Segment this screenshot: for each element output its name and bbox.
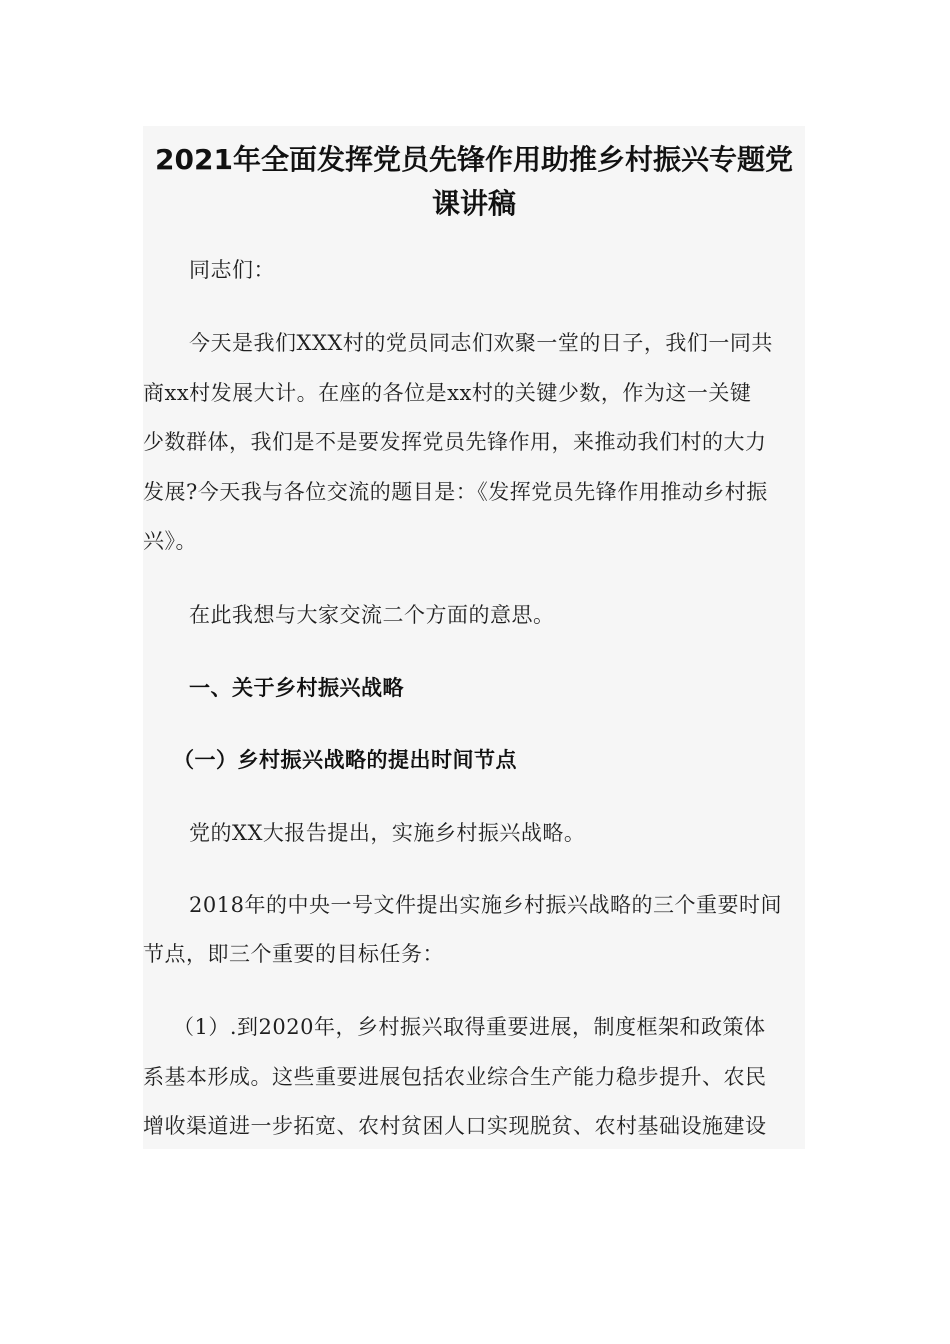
- section-heading-1: 一、关于乡村振兴战略: [189, 676, 404, 700]
- document-title-line-1: 2021年全面发挥党员先锋作用助推乡村振兴专题党: [155, 143, 793, 176]
- paragraph-5-line-2: 系基本形成。这些重要进展包括农业综合生产能力稳步提升、农民: [143, 1065, 767, 1089]
- paragraph-1-line-4: 发展?今天我与各位交流的题目是：《发挥党员先锋作用推动乡村振: [143, 480, 768, 504]
- paragraph-2: 在此我想与大家交流二个方面的意思。: [189, 603, 555, 627]
- paragraph-1-line-5: 兴》。: [143, 529, 197, 553]
- document-page: [143, 126, 805, 1149]
- document-title-line-2: 课讲稿: [431, 187, 516, 220]
- salutation: 同志们：: [189, 258, 275, 282]
- paragraph-3: 党的XX大报告提出，实施乡村振兴战略。: [189, 821, 586, 845]
- paragraph-5-line-1: （1）.到2020年，乡村振兴取得重要进展，制度框架和政策体: [173, 1015, 766, 1039]
- paragraph-1-line-2: 商xx村发展大计。在座的各位是xx村的关键少数，作为这一关键: [143, 381, 752, 405]
- paragraph-1-line-1: 今天是我们XXX村的党员同志们欢聚一堂的日子，我们一同共: [189, 331, 773, 355]
- section-heading-2: （一）乡村振兴战略的提出时间节点: [173, 748, 517, 772]
- paragraph-4-line-1: 2018年的中央一号文件提出实施乡村振兴战略的三个重要时间: [189, 893, 782, 917]
- paragraph-4-line-2: 节点，即三个重要的目标任务：: [143, 942, 444, 966]
- paragraph-5-line-3: 增收渠道进一步拓宽、农村贫困人口实现脱贫、农村基础设施建设: [143, 1114, 767, 1138]
- paragraph-1-line-3: 少数群体，我们是不是要发挥党员先锋作用，来推动我们村的大力: [143, 430, 767, 454]
